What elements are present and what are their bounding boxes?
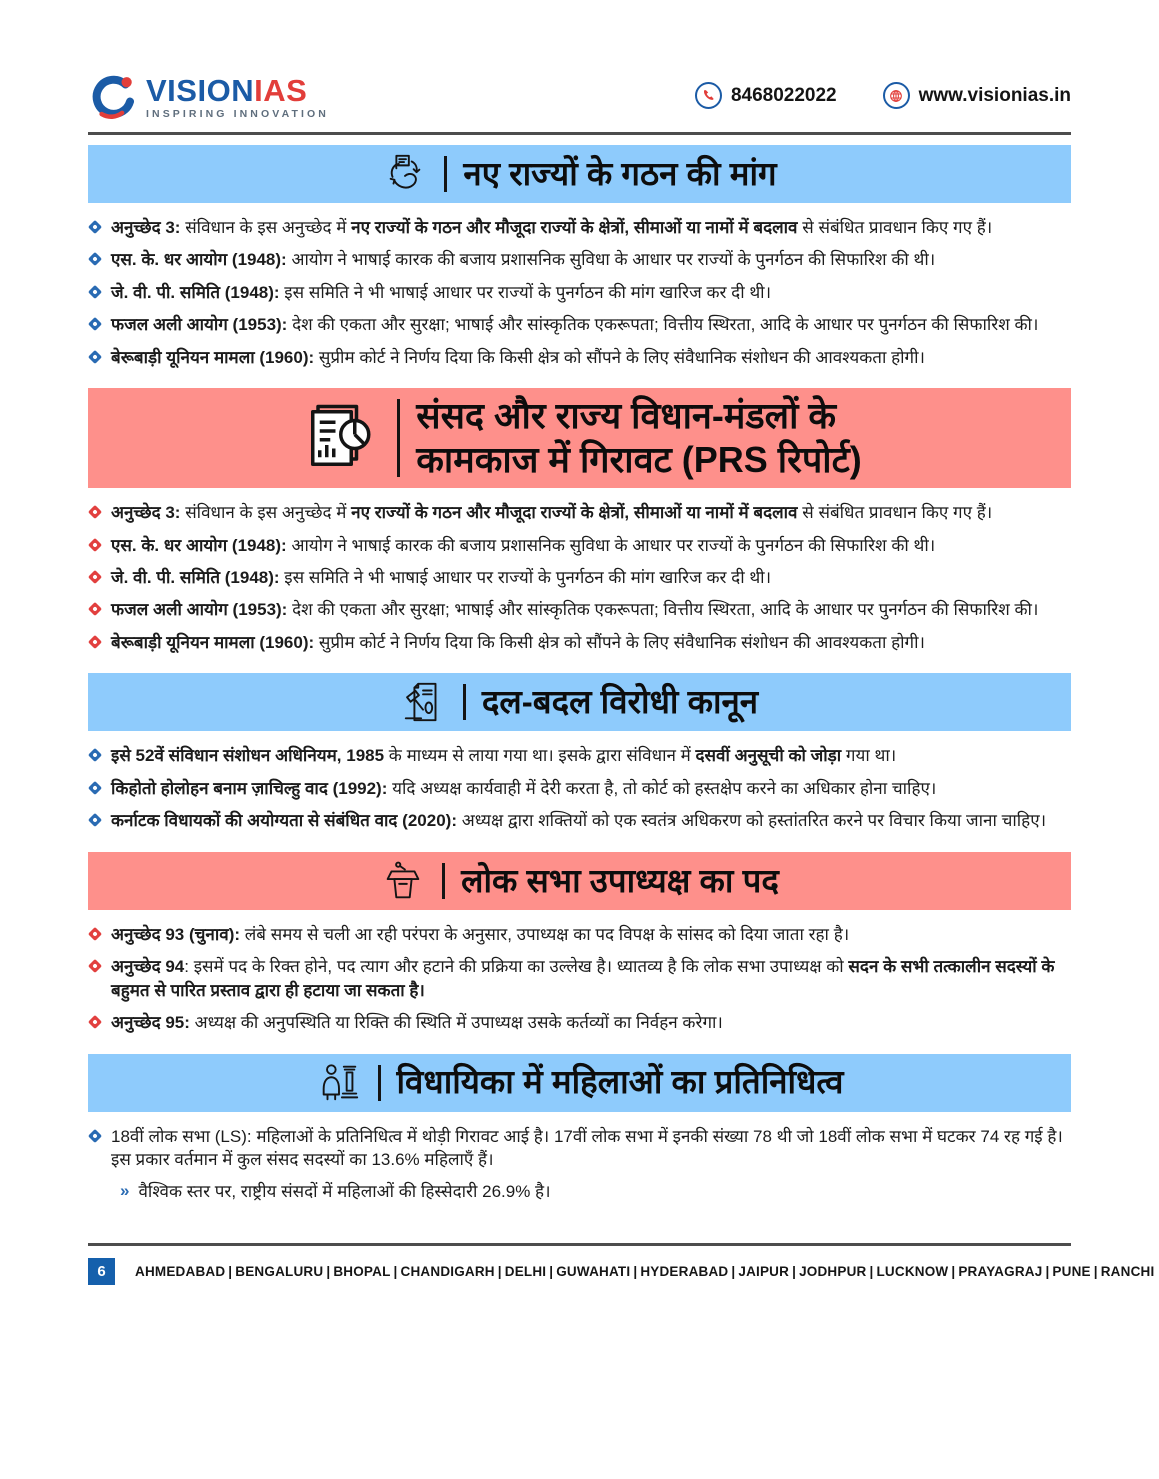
city-name: LUCKNOW [876, 1263, 949, 1279]
city-separator: | [326, 1263, 331, 1279]
gavel-document-icon [401, 679, 447, 725]
bullet-list [88, 203, 1071, 382]
bullet-item [90, 1011, 1069, 1034]
header-vertical-divider [397, 399, 400, 477]
bullet-text: जे. वी. पी. समिति (1948): इस समिति ने भी भाषाई आधार पर राज्यों के पुनर्गठन की मांग खारिज कर दी थी। [111, 567, 772, 587]
city-name: RANCHI [1100, 1263, 1155, 1279]
city-name: GUWAHATI [556, 1263, 631, 1279]
bullet-text: अनुच्छेद 94: इसमें पद के रिक्त होने, पद त्याग और हटाने की प्रक्रिया का उल्लेख है। ध्यातव्य है कि लोक सभा उपाध्यक्ष को सदन के सभी तत्कालीन सदस्यों के बहुमत से पारित प्रस्ताव द्वारा ही हटाया जा सकता है। [111, 957, 1055, 1000]
city-list [135, 1264, 1154, 1279]
diamond-bullet-icon [88, 285, 102, 299]
globe-icon [883, 82, 910, 109]
city-name: CHANDIGARH [400, 1263, 495, 1279]
city-name: JODHPUR [799, 1263, 867, 1279]
bullet-text: किहोतो होलोहन बनाम ज़ाचिल्हु वाद (1992): यदि अध्यक्ष कार्यवाही में देरी करता है, तो कोर्ट को हस्तक्षेप करने का अधिकार होना चाहिए। [111, 778, 937, 798]
bullet-item [90, 281, 1069, 304]
section-title: नए राज्यों के गठन की मांग [463, 154, 777, 192]
sections [88, 145, 1071, 1217]
diamond-bullet-icon [88, 813, 102, 827]
bullet-text: एस. के. धर आयोग (1948): आयोग ने भाषाई कारक की बजाय प्रशासनिक सुविधा के आधार पर राज्यों के पुनर्गठन की सिफारिश की थी। [111, 535, 936, 555]
header-divider-rule [88, 132, 1071, 135]
bullet-item [90, 248, 1069, 271]
report-chart-icon [297, 396, 381, 480]
bullet-item [90, 313, 1069, 336]
bullet-list [88, 731, 1071, 845]
section [88, 673, 1071, 845]
city-separator: | [792, 1263, 797, 1279]
website-contact [883, 82, 1071, 109]
bullet-text: 18वीं लोक सभा (LS): महिलाओं के प्रतिनिधित्व में थोड़ी गिरावट आई है। 17वीं लोक सभा में इनकी संख्या 78 थी जो 18वीं लोक सभा में घटकर 74 रह गई है। इस प्रकार वर्तमान में कुल संसद सदस्यों का 13.6% महिलाएँ हैं। [111, 1126, 1063, 1169]
footer-divider-rule [88, 1243, 1071, 1246]
bullet-text: अनुच्छेद 3: संविधान के इस अनुच्छेद में नए राज्यों के गठन और मौजूदा राज्यों के क्षेत्रों, सीमाओं या नामों में बदलाव से संबंधित प्रावधान किए गए हैं। [111, 503, 993, 523]
section-title: विधायिका में महिलाओं का प्रतिनिधित्व [396, 1063, 844, 1101]
podium-icon [380, 858, 426, 904]
phone-icon [695, 82, 722, 109]
header-vertical-divider [378, 1065, 381, 1101]
bullet-list [88, 1112, 1071, 1217]
section [88, 145, 1071, 382]
diamond-bullet-icon [88, 220, 102, 234]
section-header-bar [88, 1054, 1071, 1112]
city-name: JAIPUR [738, 1263, 790, 1279]
section-header-bar [88, 673, 1071, 731]
city-name: PRAYAGRAJ [958, 1263, 1043, 1279]
bullet-text: अनुच्छेद 95: अध्यक्ष की अनुपस्थिति या रिक्ति की स्थिति में उपाध्यक्ष उसके कर्तव्यों का निर्वहन करेगा। [111, 1013, 723, 1033]
bullet-text: बेरूबाड़ी यूनियन मामला (1960): सुप्रीम कोर्ट ने निर्णय दिया कि किसी क्षेत्र को सौंपने के लिए संवैधानिक संशोधन की आवश्यकता होगी। [111, 347, 925, 367]
city-separator: | [228, 1263, 233, 1279]
city-name: AHMEDABAD [135, 1263, 226, 1279]
diamond-bullet-icon [88, 748, 102, 762]
bullet-item [90, 631, 1069, 654]
city-separator: | [1045, 1263, 1050, 1279]
city-separator: | [497, 1263, 502, 1279]
page-number-badge: 6 [88, 1258, 115, 1285]
diamond-bullet-icon [88, 1128, 102, 1142]
bullet-text: फजल अली आयोग (1953): देश की एकता और सुरक्षा; भाषाई और सांस्कृतिक एकरूपता; वित्तीय स्थिरता, आदि के आधार पर पुनर्गठन की सिफारिश की। [111, 600, 1039, 620]
diamond-bullet-icon [88, 1015, 102, 1029]
section [88, 852, 1071, 1048]
page-footer [88, 1243, 1155, 1285]
section [88, 1054, 1071, 1217]
diamond-bullet-icon [88, 927, 102, 941]
website-url: www.visionias.in [918, 84, 1071, 106]
bullet-list [88, 910, 1071, 1048]
header-contacts [695, 82, 1071, 109]
city-name: DELHI [504, 1263, 547, 1279]
bullet-text: फजल अली आयोग (1953): देश की एकता और सुरक्षा; भाषाई और सांस्कृतिक एकरूपता; वित्तीय स्थिरता, आदि के आधार पर पुनर्गठन की सिफारिश की। [111, 315, 1039, 335]
header-vertical-divider [463, 684, 466, 720]
double-chevron-icon: » [120, 1181, 130, 1201]
section-title: संसद और राज्य विधान-मंडलों के कामकाज में गिरावट (PRS रिपोर्ट) [416, 395, 862, 481]
bullet-item [90, 744, 1069, 767]
section-header-bar [88, 388, 1071, 488]
diamond-bullet-icon [88, 537, 102, 551]
brand-text [146, 72, 329, 120]
bullet-item [90, 598, 1069, 621]
city-separator: | [1093, 1263, 1098, 1279]
brand-name [146, 72, 329, 108]
phone-number: 8468022022 [730, 84, 837, 106]
diamond-bullet-icon [88, 317, 102, 331]
bullet-item [90, 1125, 1069, 1172]
bullet-item [90, 923, 1069, 946]
bullet-text: इसे 52वें संविधान संशोधन अधिनियम, 1985 के माध्यम से लाया गया था। इसके द्वारा संविधान में दसवीं अनुसूची को जोड़ा गया था। [111, 746, 897, 766]
bullet-text: अनुच्छेद 3: संविधान के इस अनुच्छेद में नए राज्यों के गठन और मौजूदा राज्यों के क्षेत्रों, सीमाओं या नामों में बदलाव से संबंधित प्रावधान किए गए हैं। [111, 218, 993, 237]
bullet-list [88, 488, 1071, 667]
city-name: BHOPAL [333, 1263, 391, 1279]
bullet-item [90, 534, 1069, 557]
bullet-item [90, 777, 1069, 800]
bullet-item [90, 501, 1069, 524]
bullet-item [90, 216, 1069, 239]
bullet-item [90, 809, 1069, 832]
city-separator: | [549, 1263, 554, 1279]
diamond-bullet-icon [88, 252, 102, 266]
phone-contact [695, 82, 837, 109]
bullet-text: बेरूबाड़ी यूनियन मामला (1960): सुप्रीम कोर्ट ने निर्णय दिया कि किसी क्षेत्र को सौंपने के लिए संवैधानिक संशोधन की आवश्यकता होगी। [111, 632, 925, 652]
section-title: लोक सभा उपाध्यक्ष का पद [461, 861, 779, 899]
section-header-bar [88, 145, 1071, 203]
woman-parliament-icon [316, 1060, 362, 1106]
sub-bullet-item [120, 1180, 1069, 1203]
city-name: HYDERABAD [640, 1263, 729, 1279]
diamond-bullet-icon [88, 781, 102, 795]
footer-row [88, 1258, 1155, 1285]
city-separator: | [869, 1263, 874, 1279]
page-header [88, 72, 1071, 122]
diamond-bullet-icon [88, 350, 102, 364]
bullet-text: जे. वी. पी. समिति (1948): इस समिति ने भी भाषाई आधार पर राज्यों के पुनर्गठन की मांग खारिज कर दी थी। [111, 282, 772, 302]
visionias-logo-icon [88, 72, 138, 122]
section [88, 388, 1071, 667]
bullet-item [90, 955, 1069, 1002]
diamond-bullet-icon [88, 959, 102, 973]
map-reorganization-icon [382, 151, 428, 197]
city-separator: | [731, 1263, 736, 1279]
bullet-text: अनुच्छेद 93 (चुनाव): लंबे समय से चली आ रही परंपरा के अनुसार, उपाध्यक्ष का पद विपक्ष के सांसद को दिया जाता रहा है। [111, 924, 850, 944]
diamond-bullet-icon [88, 635, 102, 649]
brand-tagline: INSPIRING INNOVATION [146, 107, 329, 120]
brand-logo [88, 72, 329, 122]
diamond-bullet-icon [88, 602, 102, 616]
brand-ias: IAS [254, 72, 308, 108]
diamond-bullet-icon [88, 570, 102, 584]
city-name: PUNE [1052, 1263, 1091, 1279]
section-header-bar [88, 852, 1071, 910]
bullet-item [90, 566, 1069, 589]
header-vertical-divider [444, 156, 447, 192]
city-separator: | [633, 1263, 638, 1279]
brand-vision: VISION [146, 72, 255, 108]
header-vertical-divider [442, 863, 445, 899]
city-separator: | [951, 1263, 956, 1279]
city-separator: | [393, 1263, 398, 1279]
bullet-text: एस. के. धर आयोग (1948): आयोग ने भाषाई कारक की बजाय प्रशासनिक सुविधा के आधार पर राज्यों के पुनर्गठन की सिफारिश की थी। [111, 250, 936, 270]
sub-bullet-text: वैश्विक स्तर पर, राष्ट्रीय संसदों में महिलाओं की हिस्सेदारी 26.9% है। [138, 1182, 551, 1202]
bullet-text: कर्नाटक विधायकों की अयोग्यता से संबंधित वाद (2020): अध्यक्ष द्वारा शक्तियों को एक स्वतंत्र अधिकरण को हस्तांतरित करने पर विचार किया जाना चाहिए। [111, 811, 1047, 831]
city-name: BENGALURU [235, 1263, 324, 1279]
bullet-item [90, 346, 1069, 369]
diamond-bullet-icon [88, 505, 102, 519]
section-title: दल-बदल विरोधी कानून [481, 683, 759, 721]
